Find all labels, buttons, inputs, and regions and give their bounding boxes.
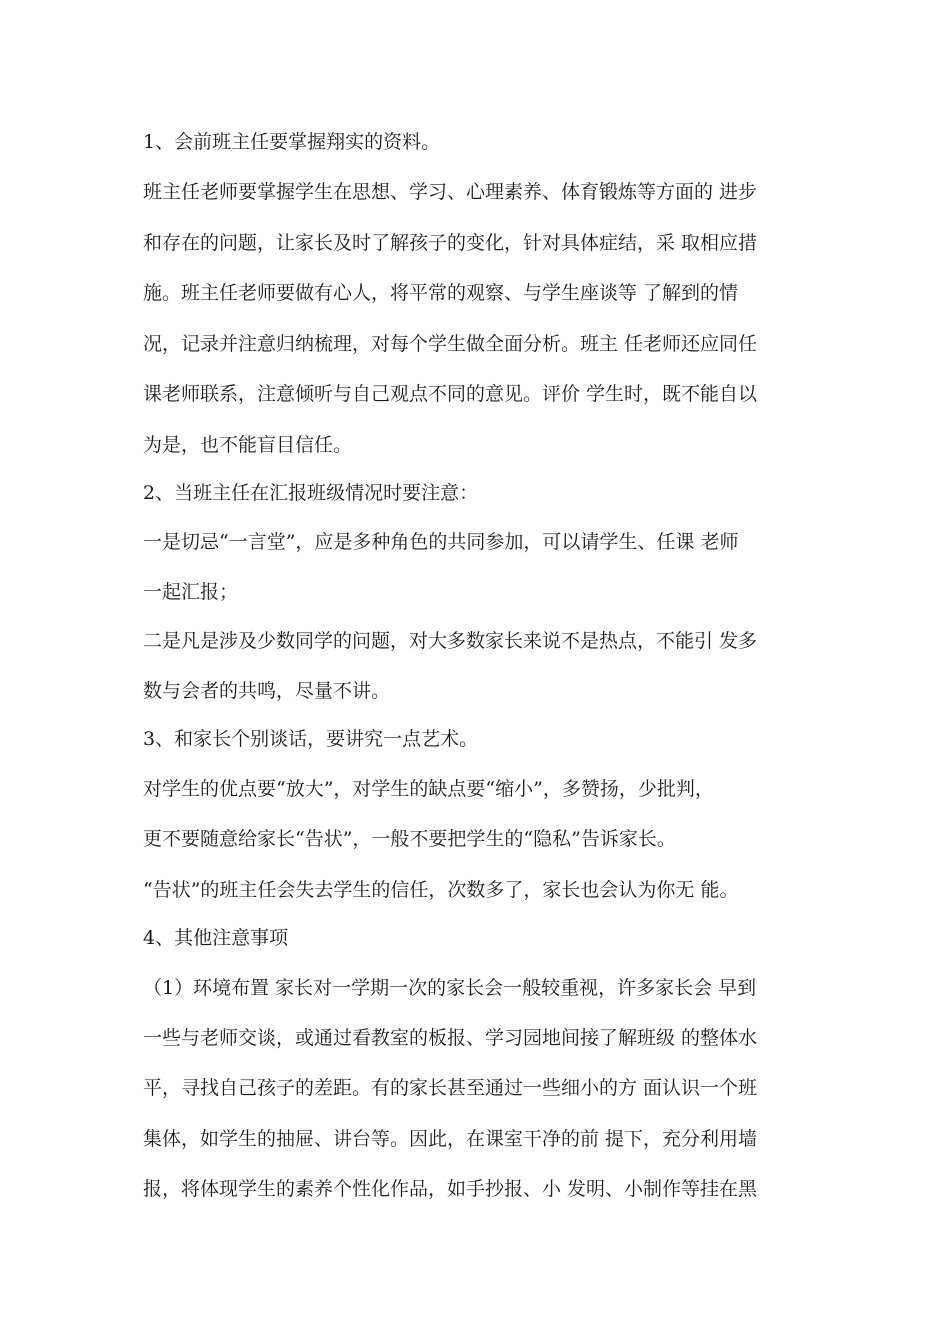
text-line: 为是，也不能盲目信任。 <box>143 434 353 456</box>
text-line: 对学生的优点要“放大”，对学生的缺点要“缩小”，多赞扬，少批判， <box>143 778 714 800</box>
text-line: 1、会前班主任要掌握翔实的资料。 <box>143 131 441 153</box>
text-line: 平，寻找自己孩子的差距。有的家长甚至通过一些细小的方 面认识一个班 <box>143 1077 758 1099</box>
text-line: 一些与老师交谈，或通过看教室的板报、学习园地间接了解班级 的整体水 <box>143 1027 758 1049</box>
text-line: 班主任老师要掌握学生在思想、学习、心理素养、体育锻炼等方面的 进步 <box>143 181 758 203</box>
text-line: 课老师联系，注意倾听与自己观点不同的意见。评价 学生时，既不能自以 <box>143 383 758 405</box>
text-line: 和存在的问题，让家长及时了解孩子的变化，针对具体症结，采 取相应措 <box>143 232 758 254</box>
text-line: 一是切忌“一言堂”，应是多种角色的共同参加，可以请学生、任课 老师 <box>143 531 739 553</box>
text-line: 施。班主任老师要做有心人，将平常的观察、与学生座谈等 了解到的情 <box>143 282 739 304</box>
text-line: “告状”的班主任会失去学生的信任，次数多了，家长也会认为你无 能。 <box>143 879 739 901</box>
text-line: 更不要随意给家长“告状”，一般不要把学生的“隐私”告诉家长。 <box>143 828 676 850</box>
text-line: 集体，如学生的抽屉、讲台等。因此，在课室干净的前 提下，充分利用墙 <box>143 1128 758 1150</box>
text-line: 4、其他注意事项 <box>143 927 289 949</box>
text-line: 二是凡是涉及少数同学的问题，对大多数家长来说不是热点，不能引 发多 <box>143 630 758 652</box>
text-line: 况，记录并注意归纳梳理，对每个学生做全面分析。班主 任老师还应同任 <box>143 333 758 355</box>
text-line: 2、当班主任在汇报班级情况时要注意： <box>143 482 479 504</box>
text-line: （1）环境布置 家长对一学期一次的家长会一般较重视，许多家长会 早到 <box>143 977 757 999</box>
text-line: 数与会者的共鸣，尽量不讲。 <box>143 680 391 702</box>
text-line: 3、和家长个别谈话，要讲究一点艺术。 <box>143 728 479 750</box>
text-line: 一起汇报； <box>143 581 239 603</box>
text-line: 报，将体现学生的素养个性化作品，如手抄报、小 发明、小制作等挂在黑 <box>143 1178 758 1200</box>
